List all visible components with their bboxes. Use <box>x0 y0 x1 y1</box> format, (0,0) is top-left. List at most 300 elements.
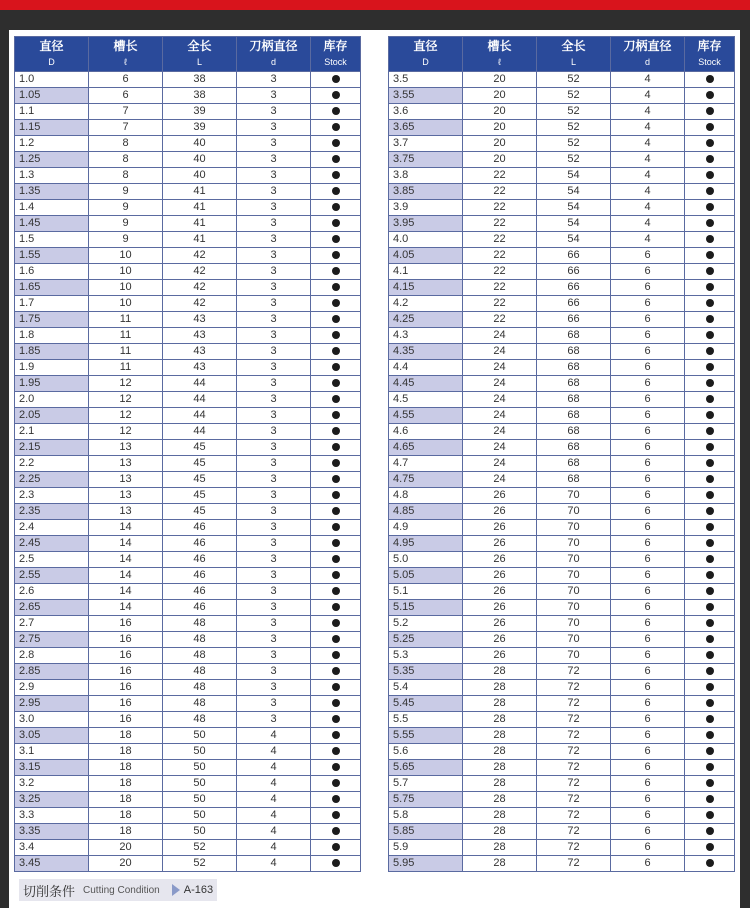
flute-length-cell: 13 <box>89 488 163 504</box>
flute-length-cell: 11 <box>89 360 163 376</box>
table-row <box>15 776 361 792</box>
overall-length-cell: 45 <box>163 488 237 504</box>
stock-dot-icon <box>706 507 714 515</box>
table-row <box>389 696 735 712</box>
table-row <box>15 552 361 568</box>
diameter-cell: 1.4 <box>15 200 89 216</box>
stock-cell <box>311 88 361 104</box>
stock-cell <box>685 680 735 696</box>
overall-length-cell: 39 <box>163 104 237 120</box>
overall-length-cell: 70 <box>537 648 611 664</box>
overall-length-cell: 70 <box>537 584 611 600</box>
overall-length-cell: 48 <box>163 696 237 712</box>
diameter-cell: 3.35 <box>15 824 89 840</box>
stock-cell <box>311 760 361 776</box>
diameter-cell: 2.6 <box>15 584 89 600</box>
overall-length-cell: 70 <box>537 536 611 552</box>
diameter-cell: 1.75 <box>15 312 89 328</box>
table-row <box>389 312 735 328</box>
diameter-cell: 4.25 <box>389 312 463 328</box>
stock-cell <box>311 680 361 696</box>
table-row <box>389 536 735 552</box>
footer-title-zh: 切削条件 <box>23 883 76 899</box>
stock-dot-icon <box>706 603 714 611</box>
flute-length-cell: 14 <box>89 600 163 616</box>
overall-length-cell: 50 <box>163 744 237 760</box>
table-row <box>15 456 361 472</box>
diameter-cell: 4.85 <box>389 504 463 520</box>
shank-diameter-cell: 6 <box>611 472 685 488</box>
overall-length-cell: 48 <box>163 712 237 728</box>
stock-dot-icon <box>332 859 340 867</box>
table-row <box>389 456 735 472</box>
shank-diameter-cell: 4 <box>237 792 311 808</box>
diameter-cell: 5.9 <box>389 840 463 856</box>
overall-length-cell: 43 <box>163 344 237 360</box>
stock-dot-icon <box>706 411 714 419</box>
shank-diameter-cell: 3 <box>237 456 311 472</box>
overall-length-cell: 72 <box>537 712 611 728</box>
flute-length-cell: 8 <box>89 168 163 184</box>
diameter-cell: 1.5 <box>15 232 89 248</box>
overall-length-cell: 54 <box>537 168 611 184</box>
overall-length-cell: 50 <box>163 824 237 840</box>
flute-length-cell: 18 <box>89 728 163 744</box>
overall-length-cell: 70 <box>537 520 611 536</box>
overall-length-cell: 70 <box>537 632 611 648</box>
overall-length-cell: 52 <box>537 152 611 168</box>
stock-dot-icon <box>706 75 714 83</box>
table-row <box>389 440 735 456</box>
stock-dot-icon <box>706 331 714 339</box>
overall-length-cell: 72 <box>537 856 611 872</box>
stock-dot-icon <box>332 539 340 547</box>
table-row <box>389 632 735 648</box>
diameter-cell: 1.1 <box>15 104 89 120</box>
stock-cell <box>685 168 735 184</box>
diameter-cell: 2.95 <box>15 696 89 712</box>
overall-length-cell: 68 <box>537 360 611 376</box>
table-row <box>15 392 361 408</box>
stock-cell <box>685 232 735 248</box>
stock-dot-icon <box>332 635 340 643</box>
diameter-cell: 3.25 <box>15 792 89 808</box>
diameter-cell: 4.2 <box>389 296 463 312</box>
table-row <box>389 280 735 296</box>
table-row <box>15 328 361 344</box>
stock-cell <box>311 584 361 600</box>
diameter-cell: 2.2 <box>15 456 89 472</box>
diameter-cell: 5.1 <box>389 584 463 600</box>
table-row <box>389 584 735 600</box>
overall-length-cell: 48 <box>163 648 237 664</box>
table-row <box>389 824 735 840</box>
flute-length-cell: 18 <box>89 792 163 808</box>
stock-cell <box>311 472 361 488</box>
stock-dot-icon <box>332 731 340 739</box>
stock-cell <box>311 376 361 392</box>
table-row <box>389 600 735 616</box>
stock-cell <box>685 440 735 456</box>
stock-cell <box>311 632 361 648</box>
stock-dot-icon <box>706 203 714 211</box>
shank-diameter-cell: 6 <box>611 456 685 472</box>
stock-dot-icon <box>706 155 714 163</box>
shank-diameter-cell: 4 <box>611 216 685 232</box>
stock-cell <box>311 248 361 264</box>
stock-cell <box>685 296 735 312</box>
overall-length-cell: 70 <box>537 504 611 520</box>
overall-length-cell: 50 <box>163 760 237 776</box>
stock-cell <box>311 312 361 328</box>
overall-length-cell: 39 <box>163 120 237 136</box>
stock-dot-icon <box>332 763 340 771</box>
shank-diameter-cell: 6 <box>611 440 685 456</box>
diameter-cell: 2.55 <box>15 568 89 584</box>
table-row <box>15 280 361 296</box>
overall-length-cell: 72 <box>537 760 611 776</box>
shank-diameter-cell: 3 <box>237 568 311 584</box>
stock-cell <box>311 392 361 408</box>
overall-length-cell: 68 <box>537 424 611 440</box>
diameter-cell: 4.75 <box>389 472 463 488</box>
stock-dot-icon <box>332 475 340 483</box>
stock-dot-icon <box>706 523 714 531</box>
stock-cell <box>311 712 361 728</box>
diameter-cell: 1.3 <box>15 168 89 184</box>
flute-length-cell: 20 <box>89 840 163 856</box>
table-row <box>389 488 735 504</box>
stock-cell <box>311 344 361 360</box>
table-row <box>389 760 735 776</box>
flute-length-cell: 22 <box>463 280 537 296</box>
flute-length-cell: 10 <box>89 296 163 312</box>
flute-length-cell: 24 <box>463 344 537 360</box>
stock-cell <box>685 456 735 472</box>
overall-length-cell: 44 <box>163 376 237 392</box>
overall-length-cell: 68 <box>537 392 611 408</box>
stock-dot-icon <box>332 747 340 755</box>
stock-cell <box>685 776 735 792</box>
diameter-cell: 2.1 <box>15 424 89 440</box>
shank-diameter-cell: 3 <box>237 632 311 648</box>
shank-diameter-cell: 4 <box>611 88 685 104</box>
table-row <box>15 568 361 584</box>
flute-length-cell: 12 <box>89 424 163 440</box>
flute-length-cell: 16 <box>89 632 163 648</box>
shank-diameter-cell: 6 <box>611 856 685 872</box>
shank-diameter-cell: 3 <box>237 232 311 248</box>
flute-length-cell: 22 <box>463 232 537 248</box>
stock-cell <box>311 536 361 552</box>
page-reference: A-163 <box>183 884 214 896</box>
stock-dot-icon <box>706 123 714 131</box>
diameter-cell: 5.5 <box>389 712 463 728</box>
diameter-cell: 3.45 <box>15 856 89 872</box>
diameter-cell: 2.9 <box>15 680 89 696</box>
overall-length-cell: 42 <box>163 264 237 280</box>
footer-title-en: Cutting Condition <box>83 884 160 896</box>
shank-diameter-cell: 6 <box>611 520 685 536</box>
diameter-cell: 5.7 <box>389 776 463 792</box>
diameter-cell: 2.65 <box>15 600 89 616</box>
flute-length-cell: 14 <box>89 536 163 552</box>
table-row <box>15 232 361 248</box>
overall-length-cell: 72 <box>537 792 611 808</box>
table-row <box>15 664 361 680</box>
stock-cell <box>685 744 735 760</box>
stock-cell <box>685 792 735 808</box>
stock-dot-icon <box>706 443 714 451</box>
table-row <box>389 840 735 856</box>
flute-length-cell: 24 <box>463 360 537 376</box>
flute-length-cell: 9 <box>89 216 163 232</box>
diameter-cell: 5.3 <box>389 648 463 664</box>
stock-dot-icon <box>706 859 714 867</box>
shank-diameter-cell: 6 <box>611 840 685 856</box>
stock-cell <box>685 568 735 584</box>
overall-length-cell: 52 <box>537 104 611 120</box>
stock-cell <box>685 104 735 120</box>
table-row <box>15 600 361 616</box>
stock-dot-icon <box>706 427 714 435</box>
overall-length-cell: 70 <box>537 568 611 584</box>
diameter-cell: 5.65 <box>389 760 463 776</box>
flute-length-cell: 24 <box>463 376 537 392</box>
stock-dot-icon <box>332 315 340 323</box>
stock-dot-icon <box>706 107 714 115</box>
stock-cell <box>311 824 361 840</box>
table-row <box>389 376 735 392</box>
overall-length-cell: 48 <box>163 616 237 632</box>
shank-diameter-cell: 3 <box>237 200 311 216</box>
diameter-cell: 5.0 <box>389 552 463 568</box>
stock-dot-icon <box>706 587 714 595</box>
stock-dot-icon <box>332 571 340 579</box>
flute-length-cell: 24 <box>463 424 537 440</box>
table-row <box>389 88 735 104</box>
stock-cell <box>685 120 735 136</box>
stock-cell <box>311 696 361 712</box>
overall-length-cell: 72 <box>537 776 611 792</box>
flute-length-cell: 24 <box>463 408 537 424</box>
shank-diameter-cell: 6 <box>611 568 685 584</box>
stock-cell <box>685 728 735 744</box>
shank-diameter-cell: 4 <box>237 840 311 856</box>
overall-length-cell: 72 <box>537 664 611 680</box>
diameter-cell: 4.45 <box>389 376 463 392</box>
stock-dot-icon <box>332 139 340 147</box>
shank-diameter-cell: 3 <box>237 600 311 616</box>
diameter-cell: 3.4 <box>15 840 89 856</box>
flute-length-cell: 20 <box>463 136 537 152</box>
table-row <box>15 168 361 184</box>
stock-dot-icon <box>706 315 714 323</box>
flute-length-cell: 22 <box>463 264 537 280</box>
stock-cell <box>685 280 735 296</box>
shank-diameter-cell: 6 <box>611 408 685 424</box>
table-row <box>389 728 735 744</box>
table-row <box>15 200 361 216</box>
diameter-cell: 2.35 <box>15 504 89 520</box>
table-row <box>389 200 735 216</box>
flute-length-cell: 7 <box>89 104 163 120</box>
overall-length-cell: 66 <box>537 312 611 328</box>
flute-length-cell: 20 <box>463 72 537 88</box>
stock-dot-icon <box>332 299 340 307</box>
flute-length-cell: 13 <box>89 456 163 472</box>
stock-dot-icon <box>332 507 340 515</box>
stock-cell <box>311 792 361 808</box>
flute-length-cell: 10 <box>89 280 163 296</box>
stock-cell <box>311 840 361 856</box>
overall-length-cell: 52 <box>163 856 237 872</box>
stock-dot-icon <box>332 107 340 115</box>
shank-diameter-cell: 3 <box>237 552 311 568</box>
flute-length-cell: 18 <box>89 744 163 760</box>
shank-diameter-cell: 3 <box>237 712 311 728</box>
stock-dot-icon <box>706 363 714 371</box>
flute-length-cell: 28 <box>463 824 537 840</box>
diameter-cell: 5.35 <box>389 664 463 680</box>
diameter-cell: 1.15 <box>15 120 89 136</box>
col-overall-length: 全长 L <box>163 37 237 72</box>
shank-diameter-cell: 6 <box>611 328 685 344</box>
diameter-cell: 4.15 <box>389 280 463 296</box>
shank-diameter-cell: 3 <box>237 88 311 104</box>
shank-diameter-cell: 6 <box>611 776 685 792</box>
table-row <box>389 104 735 120</box>
overall-length-cell: 66 <box>537 296 611 312</box>
stock-dot-icon <box>706 667 714 675</box>
shank-diameter-cell: 6 <box>611 392 685 408</box>
stock-cell <box>311 568 361 584</box>
stock-dot-icon <box>332 203 340 211</box>
table-row <box>389 808 735 824</box>
stock-dot-icon <box>332 331 340 339</box>
flute-length-cell: 13 <box>89 440 163 456</box>
diameter-cell: 3.6 <box>389 104 463 120</box>
table-row <box>389 72 735 88</box>
table-row <box>389 360 735 376</box>
stock-dot-icon <box>332 235 340 243</box>
table-row <box>389 216 735 232</box>
table-row <box>15 264 361 280</box>
table-row <box>15 712 361 728</box>
stock-dot-icon <box>332 171 340 179</box>
diameter-cell: 4.3 <box>389 328 463 344</box>
shank-diameter-cell: 3 <box>237 280 311 296</box>
overall-length-cell: 46 <box>163 520 237 536</box>
shank-diameter-cell: 6 <box>611 504 685 520</box>
diameter-cell: 3.7 <box>389 136 463 152</box>
shank-diameter-cell: 4 <box>237 808 311 824</box>
table-body-left <box>15 72 361 872</box>
stock-cell <box>685 136 735 152</box>
table-row <box>15 584 361 600</box>
flute-length-cell: 26 <box>463 488 537 504</box>
flute-length-cell: 26 <box>463 504 537 520</box>
stock-dot-icon <box>706 571 714 579</box>
stock-cell <box>685 424 735 440</box>
stock-dot-icon <box>706 235 714 243</box>
table-row <box>389 120 735 136</box>
table-row <box>389 520 735 536</box>
flute-length-cell: 16 <box>89 616 163 632</box>
stock-cell <box>311 72 361 88</box>
table-row <box>15 296 361 312</box>
diameter-cell: 2.05 <box>15 408 89 424</box>
table-row <box>15 696 361 712</box>
shank-diameter-cell: 6 <box>611 648 685 664</box>
stock-dot-icon <box>332 603 340 611</box>
flute-length-cell: 26 <box>463 648 537 664</box>
stock-cell <box>311 520 361 536</box>
overall-length-cell: 70 <box>537 552 611 568</box>
stock-cell <box>311 424 361 440</box>
stock-cell <box>685 712 735 728</box>
stock-dot-icon <box>332 491 340 499</box>
overall-length-cell: 72 <box>537 808 611 824</box>
stock-cell <box>685 696 735 712</box>
overall-length-cell: 68 <box>537 408 611 424</box>
stock-dot-icon <box>706 843 714 851</box>
flute-length-cell: 16 <box>89 648 163 664</box>
stock-dot-icon <box>706 267 714 275</box>
table-row <box>15 760 361 776</box>
stock-dot-icon <box>332 795 340 803</box>
stock-dot-icon <box>706 379 714 387</box>
stock-dot-icon <box>332 683 340 691</box>
shank-diameter-cell: 3 <box>237 216 311 232</box>
shank-diameter-cell: 6 <box>611 376 685 392</box>
flute-length-cell: 16 <box>89 680 163 696</box>
overall-length-cell: 68 <box>537 376 611 392</box>
shank-diameter-cell: 3 <box>237 136 311 152</box>
cutting-condition-link[interactable] <box>19 879 217 901</box>
table-row <box>15 120 361 136</box>
flute-length-cell: 20 <box>463 88 537 104</box>
diameter-cell: 3.1 <box>15 744 89 760</box>
overall-length-cell: 68 <box>537 344 611 360</box>
stock-cell <box>311 168 361 184</box>
stock-dot-icon <box>706 651 714 659</box>
stock-cell <box>685 216 735 232</box>
stock-cell <box>311 328 361 344</box>
overall-length-cell: 72 <box>537 728 611 744</box>
stock-dot-icon <box>332 347 340 355</box>
stock-cell <box>311 200 361 216</box>
flute-length-cell: 28 <box>463 712 537 728</box>
stock-cell <box>311 104 361 120</box>
overall-length-cell: 44 <box>163 392 237 408</box>
stock-cell <box>685 376 735 392</box>
diameter-cell: 1.8 <box>15 328 89 344</box>
stock-dot-icon <box>706 299 714 307</box>
stock-dot-icon <box>706 747 714 755</box>
diameter-cell: 1.95 <box>15 376 89 392</box>
diameter-cell: 3.0 <box>15 712 89 728</box>
stock-cell <box>311 360 361 376</box>
stock-dot-icon <box>332 619 340 627</box>
stock-dot-icon <box>332 523 340 531</box>
stock-cell <box>311 216 361 232</box>
overall-length-cell: 52 <box>537 88 611 104</box>
stock-dot-icon <box>332 251 340 259</box>
stock-cell <box>685 88 735 104</box>
stock-cell <box>311 488 361 504</box>
shank-diameter-cell: 4 <box>611 152 685 168</box>
